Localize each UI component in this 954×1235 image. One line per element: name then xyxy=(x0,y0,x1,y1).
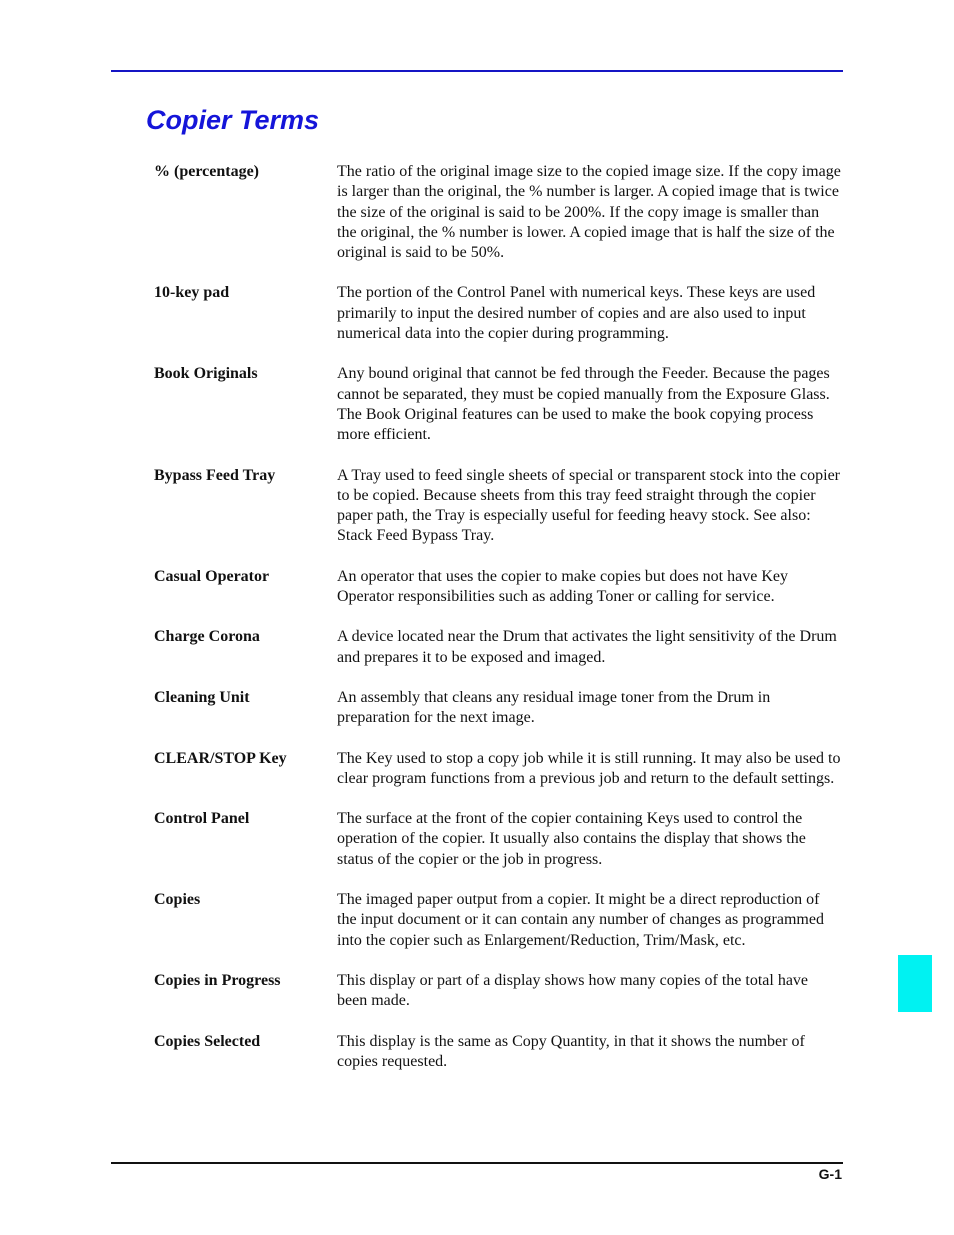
glossary-term: Bypass Feed Tray xyxy=(154,466,276,484)
glossary-definition: The Key used to stop a copy job while it is still running. It may also be used to clear program functions from a previous job and return to the default settings. xyxy=(337,749,841,787)
glossary-term: Book Originals xyxy=(154,365,258,383)
footer-rule xyxy=(111,1162,843,1164)
glossary-term: Charge Corona xyxy=(154,628,260,646)
glossary-term: Control Panel xyxy=(154,810,250,828)
glossary-term: CLEAR/STOP Key xyxy=(154,749,287,767)
page-number: G-1 xyxy=(818,1166,842,1182)
glossary-entry xyxy=(154,688,844,729)
header-rule xyxy=(111,70,843,72)
glossary-definition: An operator that uses the copier to make copies but does not have Key Operator responsibilities such as adding Toner or calling for service. xyxy=(337,567,788,606)
glossary-definition: A Tray used to feed single sheets of special or transparent stock into the copier to be copied. Because sheets from this tray feed straight through the copier paper path, the Tray is especially useful for feeding heavy stock. See also: Stack Feed Bypass Tray. xyxy=(337,466,840,545)
glossary-definition: An assembly that cleans any residual image toner from the Drum in preparation for the next image. xyxy=(337,688,771,727)
glossary-term: Cleaning Unit xyxy=(154,688,250,706)
glossary-entry xyxy=(154,567,844,608)
glossary-definition: A device located near the Drum that activates the light sensitivity of the Drum and prepares it to be exposed and imaged. xyxy=(337,628,837,666)
glossary-entry xyxy=(154,162,844,263)
glossary-list xyxy=(154,162,844,1092)
glossary-term: 10-key pad xyxy=(154,284,230,302)
glossary-definition: The imaged paper output from a copier. It might be a direct reproduction of the input document or it can contain any number of changes as programmed into the copier such as Enlargement/Reduction, Trim/Mask, etc. xyxy=(337,891,824,949)
glossary-definition: The ratio of the original image size to the copied image size. If the copy image is larger than the original, the % number is larger. A copied image that is twice the size of the original is said to be 200%. If the copy image is smaller than the original, the % number is lower. A copied image that is half the size of the original is said to be 50%. xyxy=(337,163,841,262)
glossary-definition: Any bound original that cannot be fed through the Feeder. Because the pages cannot be separated, they must be copied manually from the Exposure Glass. The Book Original features can be used to make the book copying process more efficient. xyxy=(337,365,830,444)
glossary-entry xyxy=(154,283,844,344)
glossary-entry xyxy=(154,971,844,1012)
glossary-entry xyxy=(154,466,844,547)
glossary-definition: This display or part of a display shows how many copies of the total have been made. xyxy=(337,971,809,1010)
glossary-definition: This display is the same as Copy Quantity, in that it shows the number of copies requested. xyxy=(337,1032,805,1070)
glossary-term: % (percentage) xyxy=(154,163,259,180)
glossary-entry xyxy=(154,1032,844,1073)
glossary-term: Casual Operator xyxy=(154,567,270,585)
glossary-entry xyxy=(154,809,844,870)
glossary-term: Copies Selected xyxy=(154,1032,261,1050)
glossary-definition: The surface at the front of the copier containing Keys used to control the operation of the copier. It usually also contains the display that shows the status of the copier or the job in progress. xyxy=(337,810,806,868)
glossary-definition: The portion of the Control Panel with numerical keys. These keys are used primarily to input the desired number of copies and are also used to input numerical data into the copier during programming. xyxy=(337,284,816,343)
glossary-term: Copies xyxy=(154,891,201,909)
page-title: Copier Terms xyxy=(146,105,320,135)
glossary-entry xyxy=(154,364,844,445)
section-tab-marker xyxy=(898,955,932,1012)
glossary-entry xyxy=(154,749,844,790)
glossary-term: Copies in Progress xyxy=(154,971,281,989)
glossary-entry xyxy=(154,890,844,951)
glossary-entry xyxy=(154,627,844,668)
